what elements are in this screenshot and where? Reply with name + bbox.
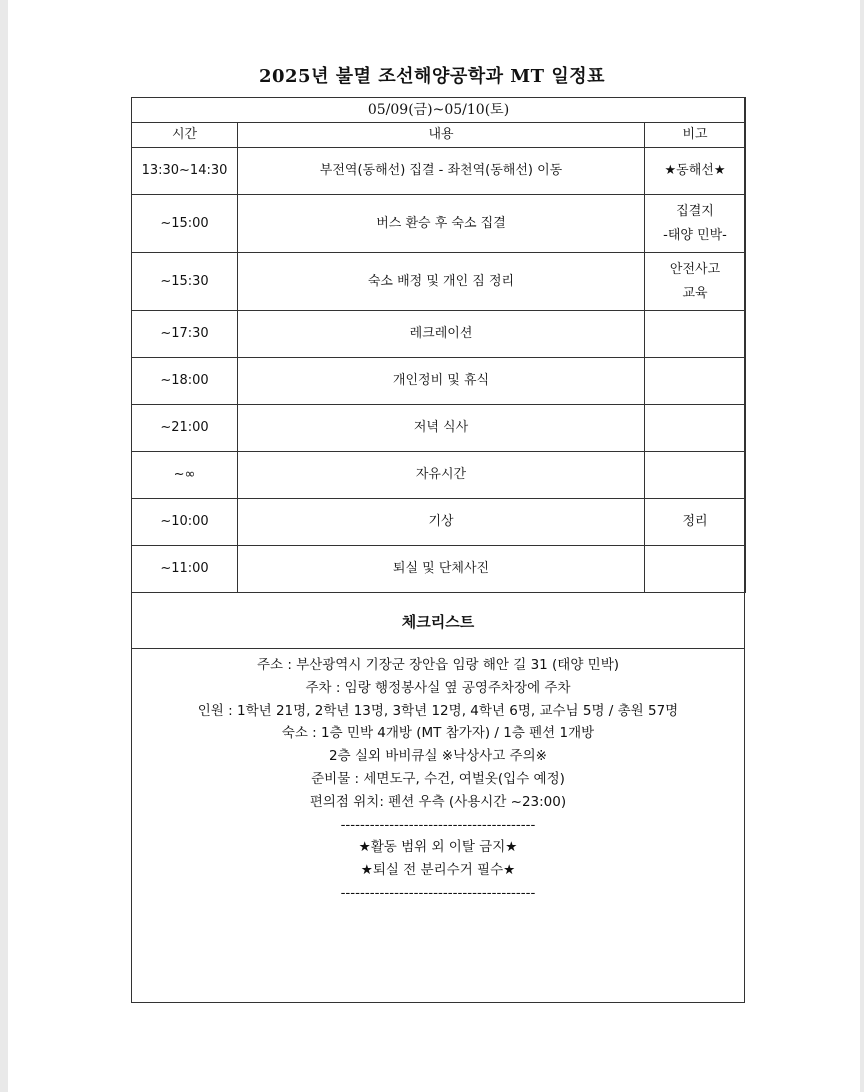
table-row bbox=[132, 452, 746, 499]
schedule-note bbox=[645, 148, 746, 195]
schedule-content: 숙소 배정 및 개인 짐 정리 bbox=[238, 253, 645, 311]
table-row bbox=[132, 195, 746, 253]
schedule-time: ~15:30 bbox=[132, 253, 238, 311]
checklist-line: ★퇴실 전 분리수거 필수★ bbox=[360, 862, 516, 879]
schedule-note bbox=[645, 253, 746, 311]
schedule-note bbox=[645, 195, 746, 253]
schedule-time: 13:30~14:30 bbox=[132, 148, 238, 195]
schedule-note-line: 정리 bbox=[682, 514, 708, 529]
schedule-note bbox=[645, 499, 746, 546]
checklist-line: 편의점 위치: 펜션 우측 (사용시간 ~23:00) bbox=[309, 793, 567, 810]
schedule-content: 저녁 식사 bbox=[238, 405, 645, 452]
schedule-note bbox=[645, 311, 746, 358]
schedule-content: 버스 환승 후 숙소 집결 bbox=[238, 195, 645, 253]
table-row bbox=[132, 148, 746, 195]
schedule-time: ~∞ bbox=[132, 452, 238, 499]
checklist-title: 체크리스트 bbox=[131, 595, 745, 649]
schedule-content: 기상 bbox=[238, 499, 645, 546]
schedule-time: ~18:00 bbox=[132, 358, 238, 405]
schedule-time: ~17:30 bbox=[132, 311, 238, 358]
table-row bbox=[132, 405, 746, 452]
checklist-line: 2층 실외 바비큐실 ※낙상사고 주의※ bbox=[329, 748, 547, 765]
schedule-note bbox=[645, 546, 746, 593]
schedule-content: 레크레이션 bbox=[238, 311, 645, 358]
schedule-note bbox=[645, 452, 746, 499]
table-row bbox=[132, 253, 746, 311]
checklist-line: ★활동 범위 외 이탈 금지★ bbox=[358, 839, 518, 856]
schedule-note bbox=[645, 405, 746, 452]
checklist-line: 주차 : 임랑 행정봉사실 옆 공영주차장에 주차 bbox=[305, 679, 571, 696]
checklist-body bbox=[131, 654, 745, 905]
column-header-note: 비고 bbox=[645, 123, 746, 148]
schedule-note-line: ★동해선★ bbox=[664, 163, 726, 178]
schedule-note-line: 교육 bbox=[682, 285, 708, 301]
schedule-content: 개인정비 및 휴식 bbox=[238, 358, 645, 405]
column-header-content: 내용 bbox=[238, 123, 645, 148]
schedule-note-line: 집결지 bbox=[676, 203, 714, 219]
schedule-time: ~15:00 bbox=[132, 195, 238, 253]
checklist-line: 주소 : 부산광역시 기장군 장안읍 임랑 해안 길 31 (태양 민박) bbox=[256, 657, 620, 673]
schedule-content: 자유시간 bbox=[238, 452, 645, 499]
schedule-content: 퇴실 및 단체사진 bbox=[238, 546, 645, 593]
schedule-note-line: -태양 민박- bbox=[663, 227, 727, 243]
checklist-line: 준비물 : 세면도구, 수건, 여벌옷(입수 예정) bbox=[311, 770, 565, 787]
checklist-line: ---------------------------------------- bbox=[340, 884, 536, 901]
column-header-time: 시간 bbox=[132, 123, 238, 148]
table-row bbox=[132, 358, 746, 405]
schedule-note-line: 안전사고 bbox=[669, 261, 721, 277]
schedule-time: ~10:00 bbox=[132, 499, 238, 546]
page-title: 2025년 불멸 조선해양공학과 MT 일정표 bbox=[258, 66, 606, 87]
table-row bbox=[132, 311, 746, 358]
schedule-content: 부전역(동해선) 집결 - 좌천역(동해선) 이동 bbox=[238, 148, 645, 195]
schedule-table bbox=[131, 97, 746, 593]
checklist-line: 인원 : 1학년 21명, 2학년 13명, 3학년 12명, 4학년 6명, 교수님 5명 / 총원 57명 bbox=[197, 702, 679, 719]
schedule-time: ~11:00 bbox=[132, 546, 238, 593]
schedule-time: ~21:00 bbox=[132, 405, 238, 452]
checklist-line: 숙소 : 1층 민박 4개방 (MT 참가자) / 1층 펜션 1개방 bbox=[281, 725, 595, 742]
checklist-line: ---------------------------------------- bbox=[340, 816, 536, 833]
table-row bbox=[132, 499, 746, 546]
table-row bbox=[132, 546, 746, 593]
schedule-note bbox=[645, 358, 746, 405]
date-range: 05/09(금)~05/10(토) bbox=[132, 98, 746, 123]
